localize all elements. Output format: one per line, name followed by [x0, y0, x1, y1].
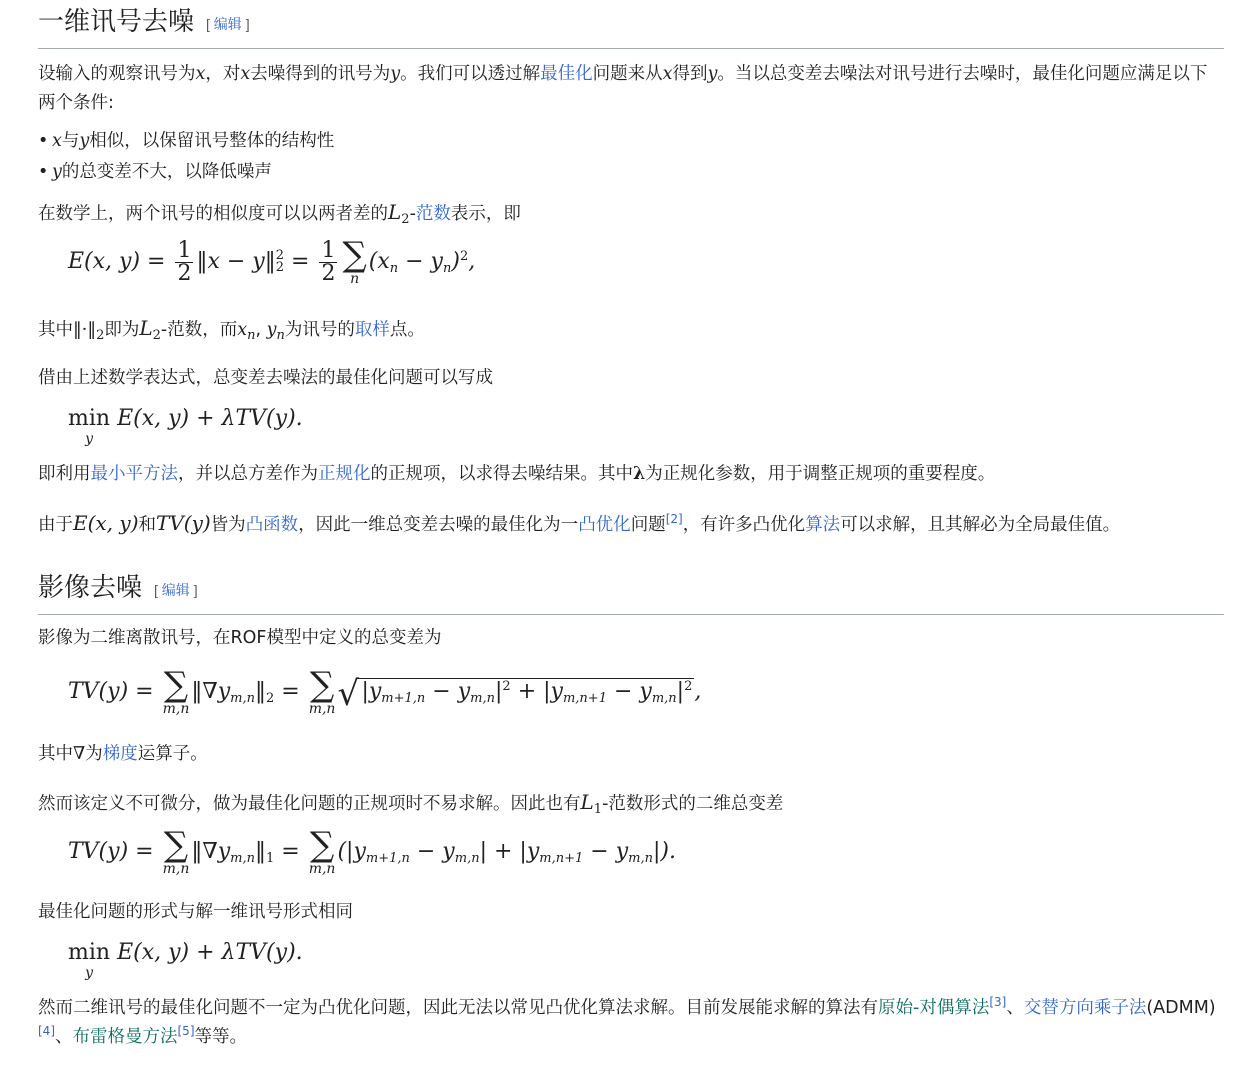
conditions-list	[22, 126, 1208, 188]
link-convex-function[interactable]: 凸函数	[245, 515, 299, 535]
link-bregman[interactable]: 布雷格曼方法	[72, 1027, 178, 1047]
link-sampling[interactable]: 取样	[354, 320, 390, 340]
ref-3[interactable]: [3]	[989, 995, 1007, 1010]
paragraph-same-form: 最佳化问题的形式与解一维讯号形式相同	[38, 902, 353, 922]
paragraph-algorithms: 然而二维讯号的最佳化问题不一定为凸优化问题，因此无法以常见凸优化算法求解。目前发展能求解的算法有原始-对偶算法[3]、交替方向乘子法(ADMM)[4]、布雷格曼方法[5]等等。	[38, 995, 1216, 1047]
section-heading-1d-denoising	[38, 0, 1224, 49]
link-convex-optimization[interactable]: 凸优化	[578, 515, 631, 535]
link-least-squares[interactable]: 最小平方法	[90, 464, 178, 484]
formula-energy: E(x, y) = $\frac{1}{2}$ ‖x − y‖ 2 2 = $\frac{1}{2}$ ∑ n $(x_n - y_n)^2$,	[68, 235, 476, 287]
paragraph-intro: 设输入的观察讯号为x，对x去噪得到的讯号为y。我们可以透过解最佳化问题来从x得到y。当以总变差去噪法对讯号进行去噪时，最佳化问题应满足以下两个条件:	[38, 64, 1208, 113]
ref-4[interactable]: [4]	[38, 1024, 55, 1039]
paragraph-problem: 借由上述数学表达式，总变差去噪法的最佳化问题可以写成	[38, 368, 493, 388]
link-optimization[interactable]: 最佳化	[540, 64, 593, 84]
formula-tv-aniso: TV(y) = ∑ m,n $‖\nabla y_{m,n}‖_1$ = ∑ m,n $(|y_{m+1,n} - y_{m,n}| + |y_{m,n+1} - y_{m,n}|)$.	[68, 825, 676, 877]
edit-section: [ 编辑 ]	[154, 582, 198, 598]
fraction-half-2: $\frac{1}{2}$	[321, 237, 336, 286]
paragraph-rof: 影像为二维离散讯号，在ROF模型中定义的总变差为	[38, 628, 442, 648]
formula-min-1: min y E(x, y) + λTV(y).	[68, 406, 303, 447]
paragraph-norm-def: 其中$‖\cdot‖_2$即为$L_2-$范数，而$x_n$, $y_n$为讯号的取样点。	[38, 316, 425, 343]
square-root: √ $|y_{m+1,n} - y_{m,n}|^2 + |y_{m,n+1} - y_{m,n}|^2$	[337, 674, 693, 714]
link-gradient[interactable]: 梯度	[102, 744, 138, 764]
edit-section-link[interactable]: 编辑	[161, 582, 190, 598]
list-item: • y的总变差不大，以降低噪声	[22, 157, 1208, 188]
link-algorithm[interactable]: 算法	[805, 515, 841, 535]
ref-2[interactable]: [2]	[665, 512, 683, 527]
edit-section: [ 编辑 ]	[206, 16, 250, 32]
paragraph-least-squares: 即利用最小平方法，并以总方差作为正规化的正规项，以求得去噪结果。其中λ为正规化参数，用于调整正规项的重要程度。	[38, 464, 996, 484]
formula-tv-iso: TV(y) = ∑ m,n $‖\nabla y_{m,n}‖_2$ = ∑ m,n √ $|y_{m+1,n} - y_{m,n}|^2 + |y_{m,n+1} - y_{m,n}|^2$,	[68, 665, 702, 717]
paragraph-l1: 然而该定义不可微分，做为最佳化问题的正规项时不易求解。因此也有$L_1-$范数形式的二维总变差	[38, 790, 784, 817]
formula-min-2: min y E(x, y) + λTV(y).	[68, 940, 303, 981]
paragraph-convex: 由于E(x, y)和TV(y)皆为凸函数，因此一维总变差去噪的最佳化为一凸优化问题[2]，有许多凸优化算法可以求解，且其解必为全局最佳值。	[38, 511, 1121, 535]
link-primal-dual[interactable]: 原始-对偶算法	[878, 998, 990, 1018]
paragraph-similarity: 在数学上，两个讯号的相似度可以以两者差的$L_2-$范数表示，即	[38, 200, 521, 227]
ref-5[interactable]: [5]	[177, 1024, 195, 1039]
section-heading-image-denoising	[38, 566, 1224, 615]
section-title: 影像去噪	[38, 573, 143, 603]
section-title: 一维讯号去噪	[38, 7, 195, 37]
link-norm[interactable]: 范数	[415, 204, 451, 224]
link-admm[interactable]: 交替方向乘子法	[1023, 998, 1147, 1018]
sum-operator: ∑ n	[342, 235, 367, 287]
link-regularization[interactable]: 正规化	[318, 464, 371, 484]
paragraph-gradient: 其中∇为梯度运算子。	[38, 744, 208, 764]
list-item: • x与y相似，以保留讯号整体的结构性	[22, 126, 1208, 157]
fraction-half: $\frac{1}{2}$	[177, 237, 192, 286]
edit-section-link[interactable]: 编辑	[213, 16, 242, 32]
